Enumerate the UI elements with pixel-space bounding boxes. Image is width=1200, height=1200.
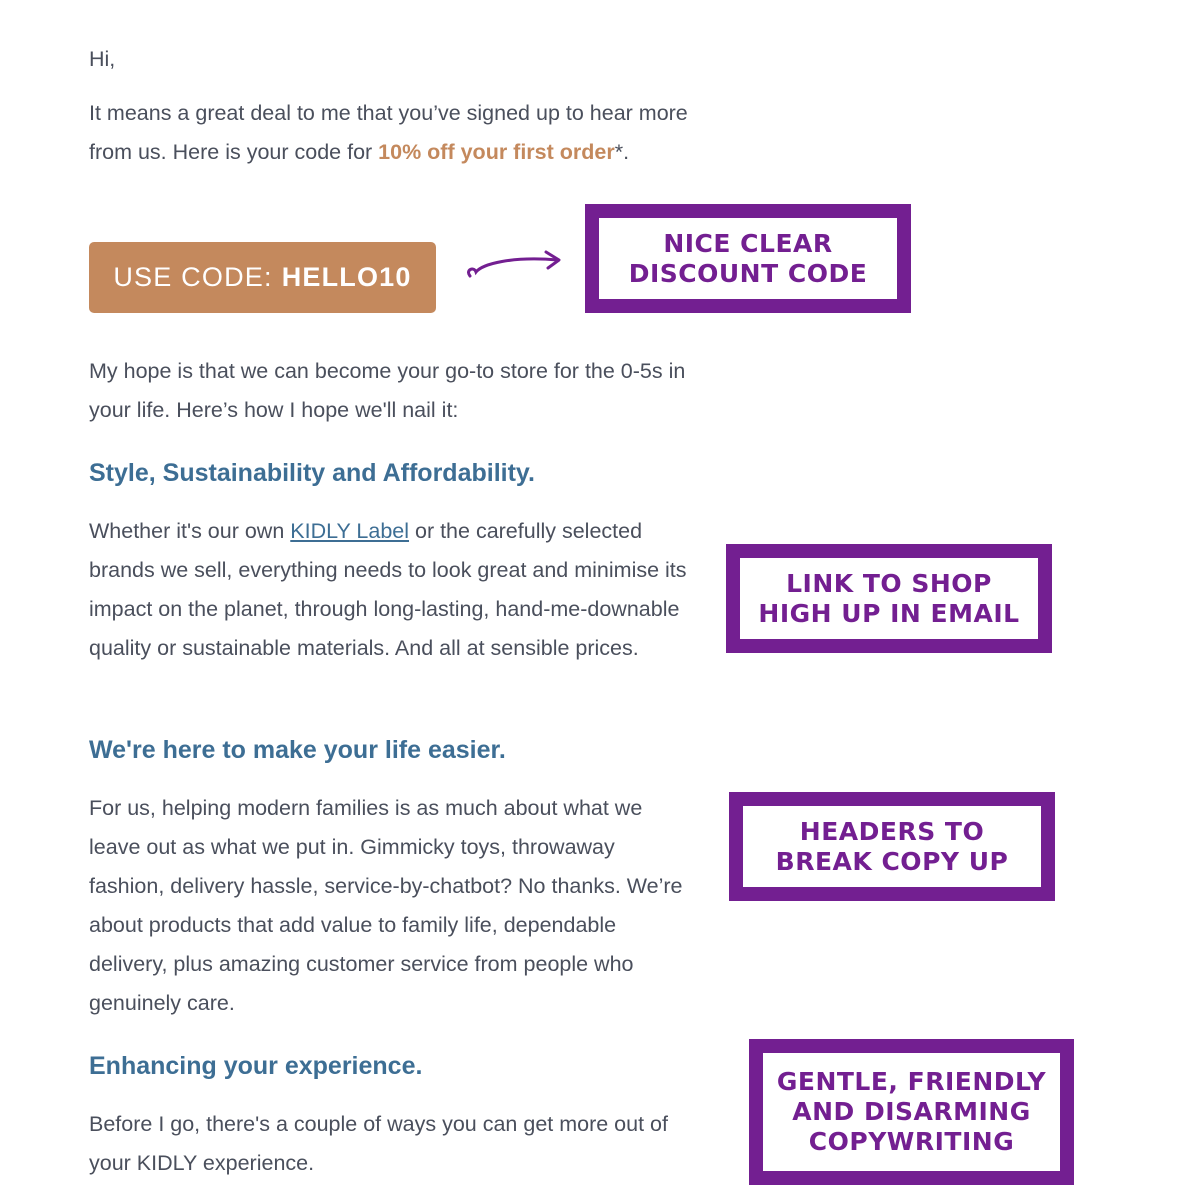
callout-text: LINK TO SHOP HIGH UP IN EMAIL [740, 558, 1038, 639]
callout-discount-code [585, 204, 911, 313]
section-text-before-link: Whether it's our own [89, 519, 291, 543]
callout-link-to-shop [726, 544, 1052, 653]
section-heading-style: Style, Sustainability and Affordability. [89, 459, 535, 487]
intro-suffix: *. [614, 140, 630, 164]
section-text-life: For us, helping modern families is as much about what we leave out as what we put in. Gimmicky toys, throwaway fashion, delivery hassle, service-by-chatbot? No thanks. We’re about products that add value to family life, dependable delivery, plus amazing customer service from people who genuinely care. [89, 796, 683, 1015]
greeting: Hi, [89, 47, 116, 71]
hope-paragraph: My hope is that we can become your go-to store for the 0-5s in your life. Here’s how I hope we'll nail it: [89, 359, 686, 422]
callout-copywriting [749, 1039, 1074, 1185]
callout-text: GENTLE, FRIENDLY AND DISARMING COPYWRITING [763, 1053, 1060, 1171]
callout-text: HEADERS TO BREAK COPY UP [743, 806, 1041, 887]
section-text-style [89, 512, 689, 668]
discount-highlight: 10% off your first order [378, 140, 615, 164]
intro-paragraph [89, 94, 689, 172]
use-code-label: USE CODE: [113, 262, 273, 292]
section-heading-life: We're here to make your life easier. [89, 736, 506, 764]
callout-text: NICE CLEAR DISCOUNT CODE [599, 218, 897, 299]
section-heading-experience: Enhancing your experience. [89, 1052, 423, 1080]
arrow-icon [462, 248, 566, 288]
use-code-button[interactable] [89, 242, 436, 313]
callout-headers [729, 792, 1055, 901]
intro-text: It means a great deal to me that you’ve signed up to hear more from us. Here is your code for [89, 101, 688, 164]
section-text-experience: Before I go, there's a couple of ways you can get more out of your KIDLY experience. [89, 1112, 668, 1175]
kidly-label-link[interactable]: KIDLY Label [290, 519, 410, 543]
discount-code: HELLO10 [281, 262, 412, 292]
section-text-after-link: or the carefully selected brands we sell, everything needs to look great and minimise its impact on the planet, through long-lasting, hand-me-downable quality or sustainable materials. And all at sensible prices. [89, 519, 687, 660]
